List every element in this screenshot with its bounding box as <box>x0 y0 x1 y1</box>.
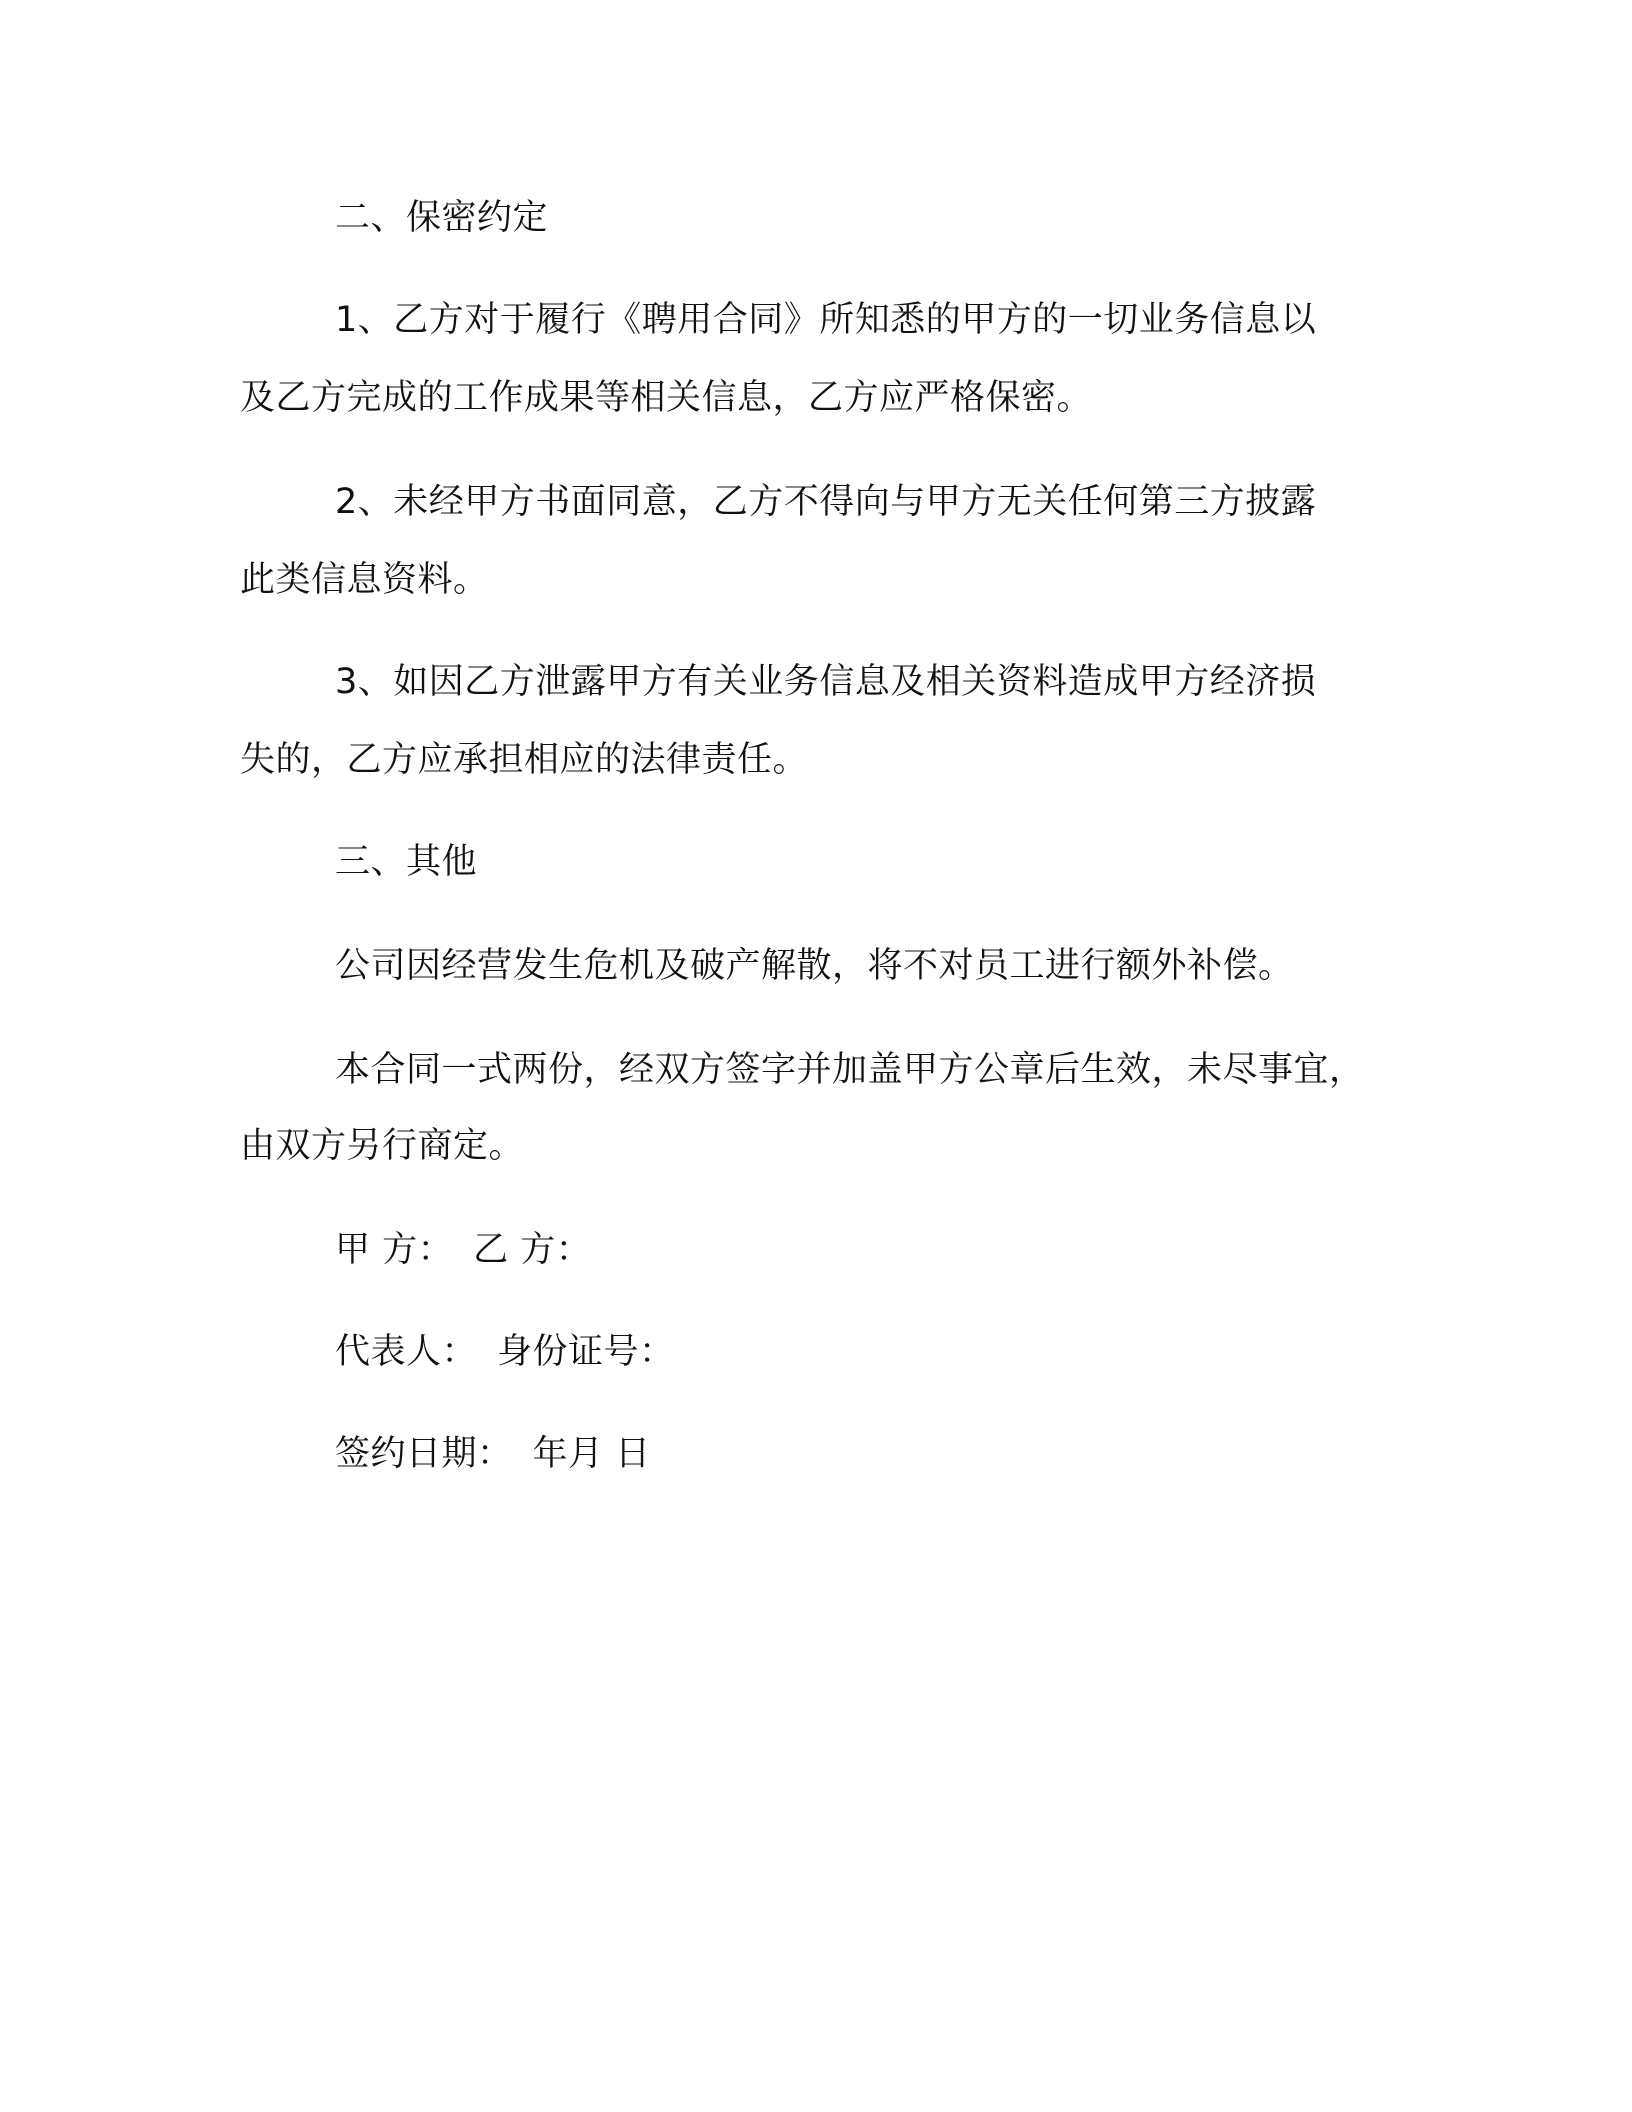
clause-1-line-2: 及乙方完成的工作成果等相关信息，乙方应严格保密。 <box>240 378 1093 418</box>
id-number-label: 身份证号： <box>497 1332 675 1372</box>
compensation-clause: 公司因经营发生危机及破产解散，将不对员工进行额外补偿。 <box>335 946 1294 986</box>
signature-representative-line <box>335 1330 675 1374</box>
representative-label: 代表人： <box>335 1332 478 1372</box>
party-a-label: 甲 方： <box>335 1230 454 1270</box>
section-heading-confidentiality: 二、保密约定 <box>335 198 549 238</box>
copies-clause-line-1: 本合同一式两份，经双方签字并加盖甲方公章后生效，未尽事宜， <box>335 1050 1365 1090</box>
date-label: 签约日期： <box>335 1434 513 1474</box>
clause-3-line-2: 失的，乙方应承担相应的法律责任。 <box>240 740 809 780</box>
date-value: 年月 日 <box>532 1434 651 1474</box>
clause-3-line-1: 3、如因乙方泄露甲方有关业务信息及相关资料造成甲方经济损 <box>335 662 1317 702</box>
clause-1-line-1: 1、乙方对于履行《聘用合同》所知悉的甲方的一切业务信息以 <box>335 300 1317 340</box>
signature-date-line <box>335 1432 651 1476</box>
party-b-label: 乙 方： <box>473 1230 592 1270</box>
clause-2-line-1: 2、未经甲方书面同意，乙方不得向与甲方无关任何第三方披露 <box>335 482 1317 522</box>
section-heading-other: 三、其他 <box>335 842 478 882</box>
clause-2-line-2: 此类信息资料。 <box>240 560 489 600</box>
signature-parties-line <box>335 1228 591 1272</box>
copies-clause-line-2: 由双方另行商定。 <box>240 1126 525 1166</box>
